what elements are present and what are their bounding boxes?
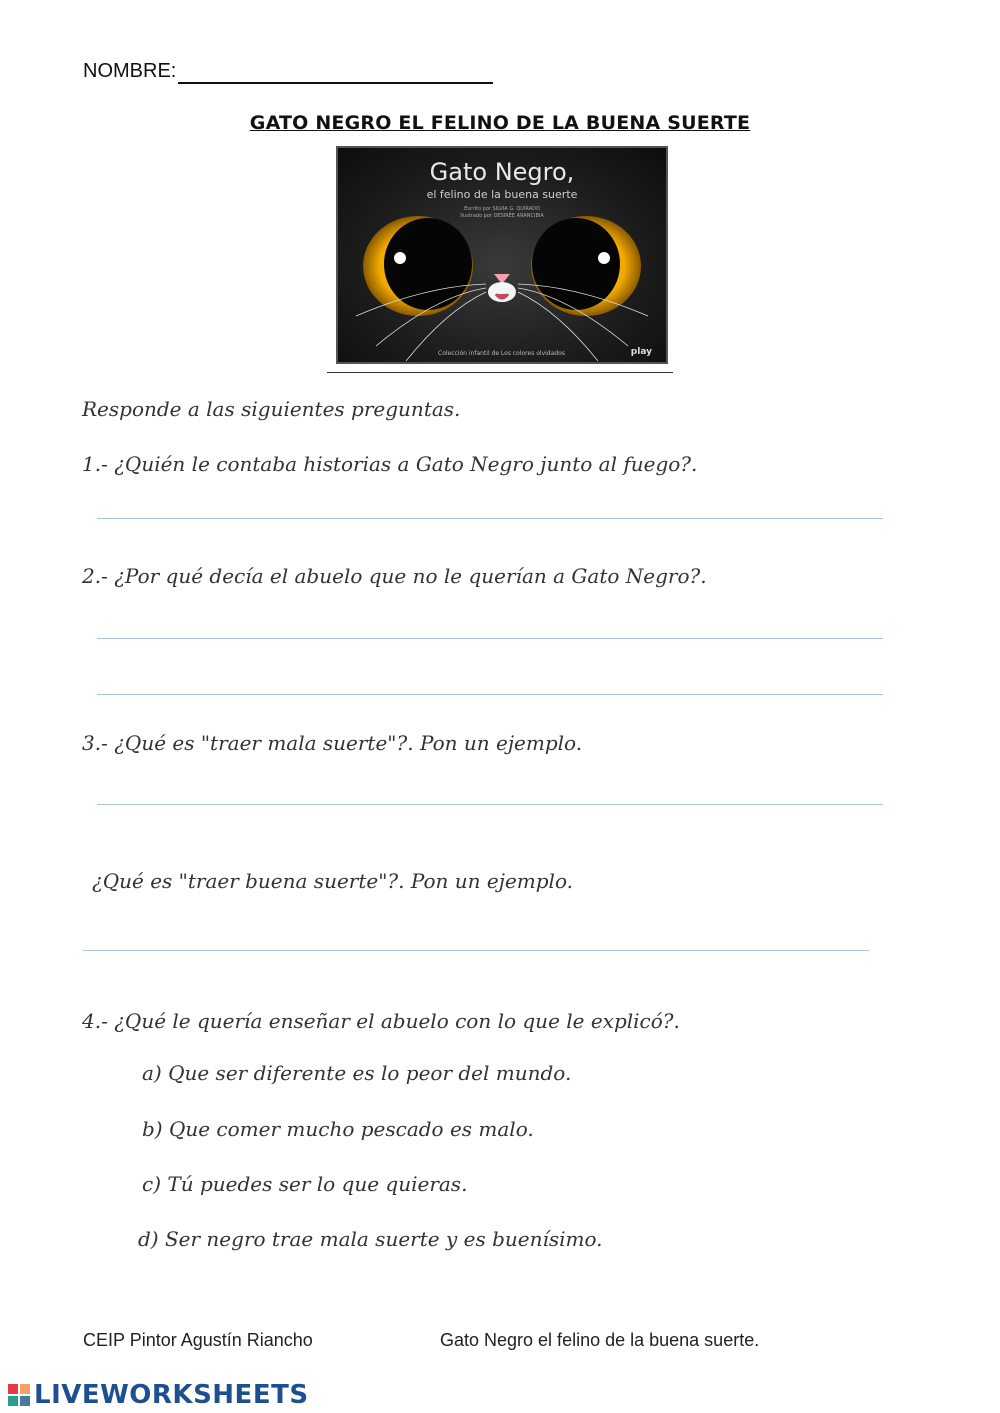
publisher-logo: play	[630, 347, 652, 357]
name-label: NOMBRE:	[83, 60, 177, 82]
footer-book-title: Gato Negro el felino de la buena suerte.	[440, 1330, 760, 1350]
answer-line-1[interactable]	[97, 518, 883, 519]
question-3b: ¿Qué es "traer buena suerte"?. Pon un ejemplo.	[92, 869, 573, 893]
answer-line-3a[interactable]	[97, 804, 883, 805]
cover-collection: Colección infantil de Los colores olvidados	[438, 350, 565, 357]
question-4: 4.- ¿Qué le quería enseñar el abuelo con lo que le explicó?.	[82, 1009, 680, 1033]
answer-line-2b[interactable]	[97, 694, 883, 695]
option-a[interactable]: a) Que ser diferente es lo peor del mundo.	[142, 1061, 572, 1085]
liveworksheets-logo[interactable]: LIVEWORKSHEETS	[34, 1380, 309, 1410]
worksheet-title: GATO NEGRO EL FELINO DE LA BUENA SUERTE	[249, 112, 751, 134]
name-answer-line[interactable]	[178, 82, 493, 84]
option-d[interactable]: d) Ser negro trae mala suerte y es buenísimo.	[138, 1227, 603, 1251]
question-2: 2.- ¿Por qué decía el abuelo que no le querían a Gato Negro?.	[82, 564, 707, 588]
answer-line-3b[interactable]	[83, 950, 869, 951]
option-c[interactable]: c) Tú puedes ser lo que quieras.	[142, 1172, 468, 1196]
cover-subtitle: el felino de la buena suerte	[426, 188, 578, 201]
answer-line-2a[interactable]	[97, 638, 883, 639]
cover-divider	[327, 372, 673, 373]
footer-school: CEIP Pintor Agustín Riancho	[83, 1330, 313, 1350]
cat-face-illustration	[336, 146, 668, 364]
instructions: Responde a las siguientes preguntas.	[82, 397, 461, 421]
cover-credit-illustrator: Ilustrado por DESIRÉE ARANCIBIA	[460, 213, 544, 219]
option-b[interactable]: b) Que comer mucho pescado es malo.	[142, 1117, 534, 1141]
cover-credit-author: Escrito por SILVIA G. QUIRADO	[464, 206, 540, 212]
liveworksheets-icon	[8, 1384, 30, 1406]
question-3: 3.- ¿Qué es "traer mala suerte"?. Pon un ejemplo.	[82, 731, 583, 755]
book-cover-image	[336, 146, 668, 364]
cover-title: Gato Negro,	[429, 158, 575, 186]
question-1: 1.- ¿Quién le contaba historias a Gato Negro junto al fuego?.	[82, 452, 698, 476]
